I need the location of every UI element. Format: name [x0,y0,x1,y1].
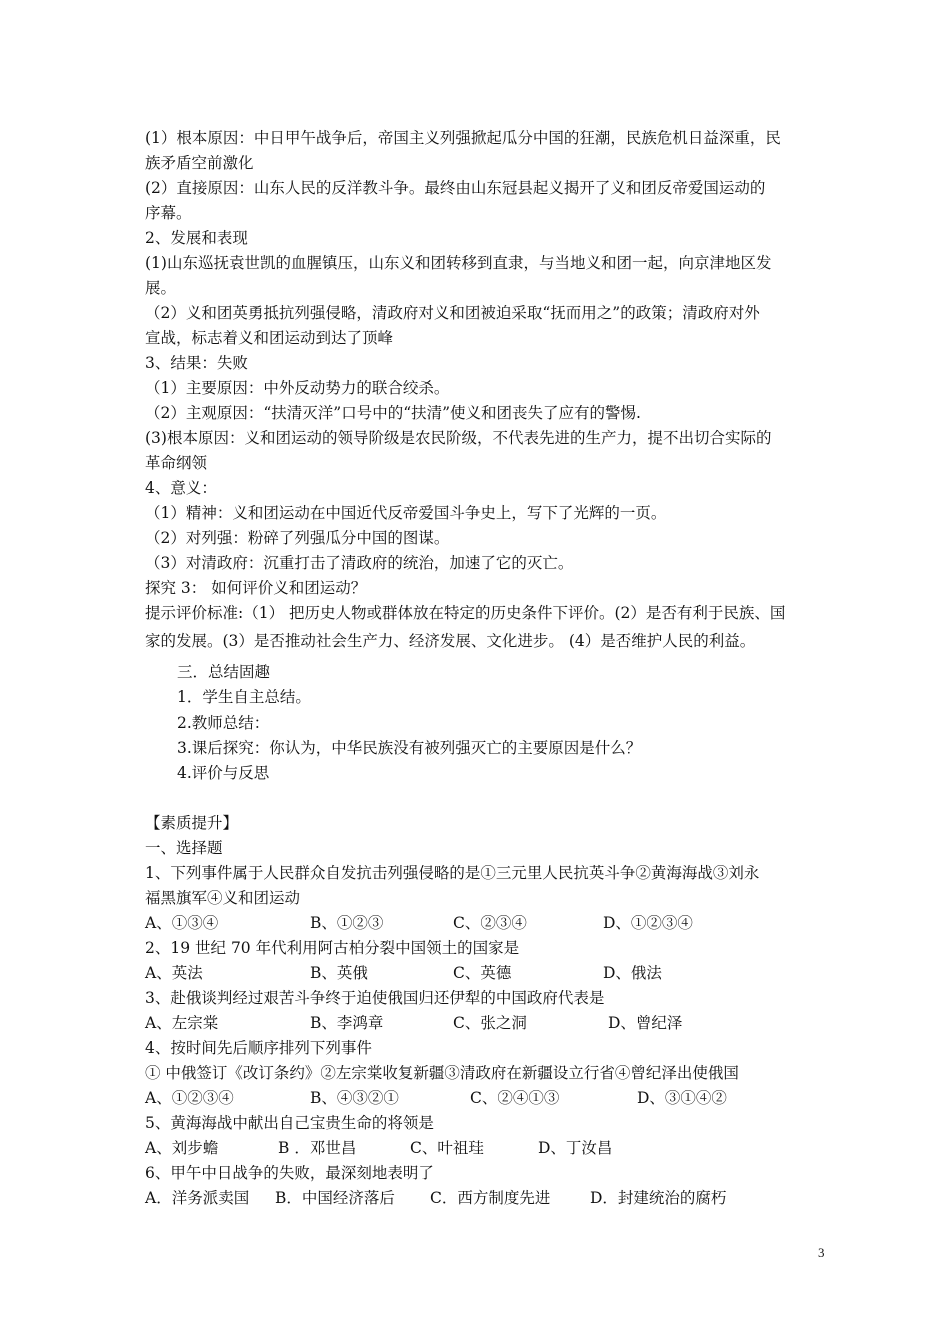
body-line: (2）直接原因：山东人民的反洋教斗争。最终由山东冠县起义揭开了义和团反帝爱国运动的 [145,179,766,197]
body-line: (1)山东巡抚袁世凯的血腥镇压，山东义和团转移到直隶，与当地义和团一起，向京津地区发 [145,254,772,272]
option-b: B、英俄 [310,964,368,982]
option-d: D、曾纪泽 [608,1014,683,1032]
answer-options [145,913,845,933]
body-line: （1）主要原因：中外反动势力的联合绞杀。 [145,379,450,397]
section-heading: 3、结果：失败 [145,354,248,372]
option-d: D、丁汝昌 [538,1139,613,1157]
summary-item: 3.课后探究：你认为，中华民族没有被列强灭亡的主要原因是什么？ [177,739,642,757]
answer-options [145,1088,845,1108]
answer-options [145,1013,845,1033]
body-line: (3)根本原因：义和团运动的领导阶级是农民阶级，不代表先进的生产力，提不出切合实际的 [145,429,772,447]
body-line: （2）对列强：粉碎了列强瓜分中国的图谋。 [145,529,450,547]
option-c: C、英德 [453,964,512,982]
option-d: D、俄法 [603,964,662,982]
question-text: ① 中俄签订《改订条约》②左宗棠收复新疆③清政府在新疆设立行省④曾纪泽出使俄国 [145,1064,739,1082]
option-a: A、左宗棠 [145,1014,219,1032]
body-line: （3）对清政府：沉重打击了清政府的统治，加速了它的灭亡。 [145,554,574,572]
section-heading: 4、意义： [145,479,217,497]
question-text: 4、按时间先后顺序排列下列事件 [145,1039,372,1057]
quality-heading: 【素质提升】 [145,814,239,832]
summary-item: 1．学生自主总结。 [177,688,311,706]
option-b: B、李鸿章 [310,1014,384,1032]
option-b: B ．邓世昌 [278,1139,357,1157]
option-a: A、①②③④ [145,1089,234,1107]
option-c: C、②④①③ [470,1089,560,1107]
summary-heading: 三．总结固趣 [177,663,271,681]
page-number: 3 [818,1245,825,1260]
section-heading: 一、选择题 [145,839,223,857]
body-line: 家的发展。(3）是否推动社会生产力、经济发展、文化进步。 (4）是否维护人民的利益。 [145,632,756,650]
option-c: C、叶祖珪 [410,1139,484,1157]
body-line: （2）主观原因：“扶清灭洋”口号中的“扶清”使义和团丧失了应有的警惕. [145,404,641,422]
option-d: D、①②③④ [603,914,693,932]
inquiry-heading: 探究 3： 如何评价义和团运动？ [145,579,367,597]
question-text: 5、黄海海战中献出自己宝贵生命的将领是 [145,1114,434,1132]
question-text: 2、19 世纪 70 年代利用阿古柏分裂中国领土的国家是 [145,939,520,957]
option-b: B、④③②① [310,1089,399,1107]
answer-options [145,963,845,983]
option-b: B、①②③ [310,914,384,932]
summary-item: 4.评价与反思 [177,764,270,782]
summary-item: 2.教师总结： [177,714,270,732]
body-line: 序幕。 [145,204,192,222]
question-text: 3、赴俄谈判经过艰苦斗争终于迫使俄国归还伊犁的中国政府代表是 [145,989,605,1007]
body-line: 提示评价标准:（1） 把历史人物或群体放在特定的历史条件下评价。(2）是否有利于民族、国 [145,604,786,622]
question-text: 6、甲午中日战争的失败，最深刻地表明了 [145,1164,434,1182]
option-a: A、①③④ [145,914,219,932]
option-c: C、②③④ [453,914,527,932]
answer-options [145,1138,845,1158]
body-line: 族矛盾空前激化 [145,154,254,172]
option-d: D、③①④② [637,1089,727,1107]
body-line: （1）精神：义和团运动在中国近代反帝爱国斗争史上，写下了光辉的一页。 [145,504,667,522]
body-line: 革命纲领 [145,454,208,472]
section-heading: 2、发展和表现 [145,229,248,247]
option-a: A、英法 [145,964,203,982]
question-text: 1、下列事件属于人民群众自发抗击列强侵略的是①三元里人民抗英斗争②黄海海战③刘永 [145,864,760,882]
option-d: D．封建统治的腐朽 [590,1189,727,1207]
body-line: 展。 [145,279,177,297]
body-line: (1）根本原因：中日甲午战争后，帝国主义列强掀起瓜分中国的狂潮，民族危机日益深重，民 [145,129,781,147]
option-b: B．中国经济落后 [275,1189,395,1207]
option-a: A．洋务派卖国 [145,1189,250,1207]
question-text: 福黑旗军④义和团运动 [145,889,301,907]
option-c: C．西方制度先进 [430,1189,551,1207]
answer-options [145,1188,845,1208]
option-c: C、张之洞 [453,1014,527,1032]
option-a: A、刘步蟾 [145,1139,219,1157]
body-line: （2）义和团英勇抵抗列强侵略，清政府对义和团被迫采取“抚而用之”的政策；清政府对外 [145,304,760,322]
body-line: 宣战，标志着义和团运动到达了顶峰 [145,329,394,347]
